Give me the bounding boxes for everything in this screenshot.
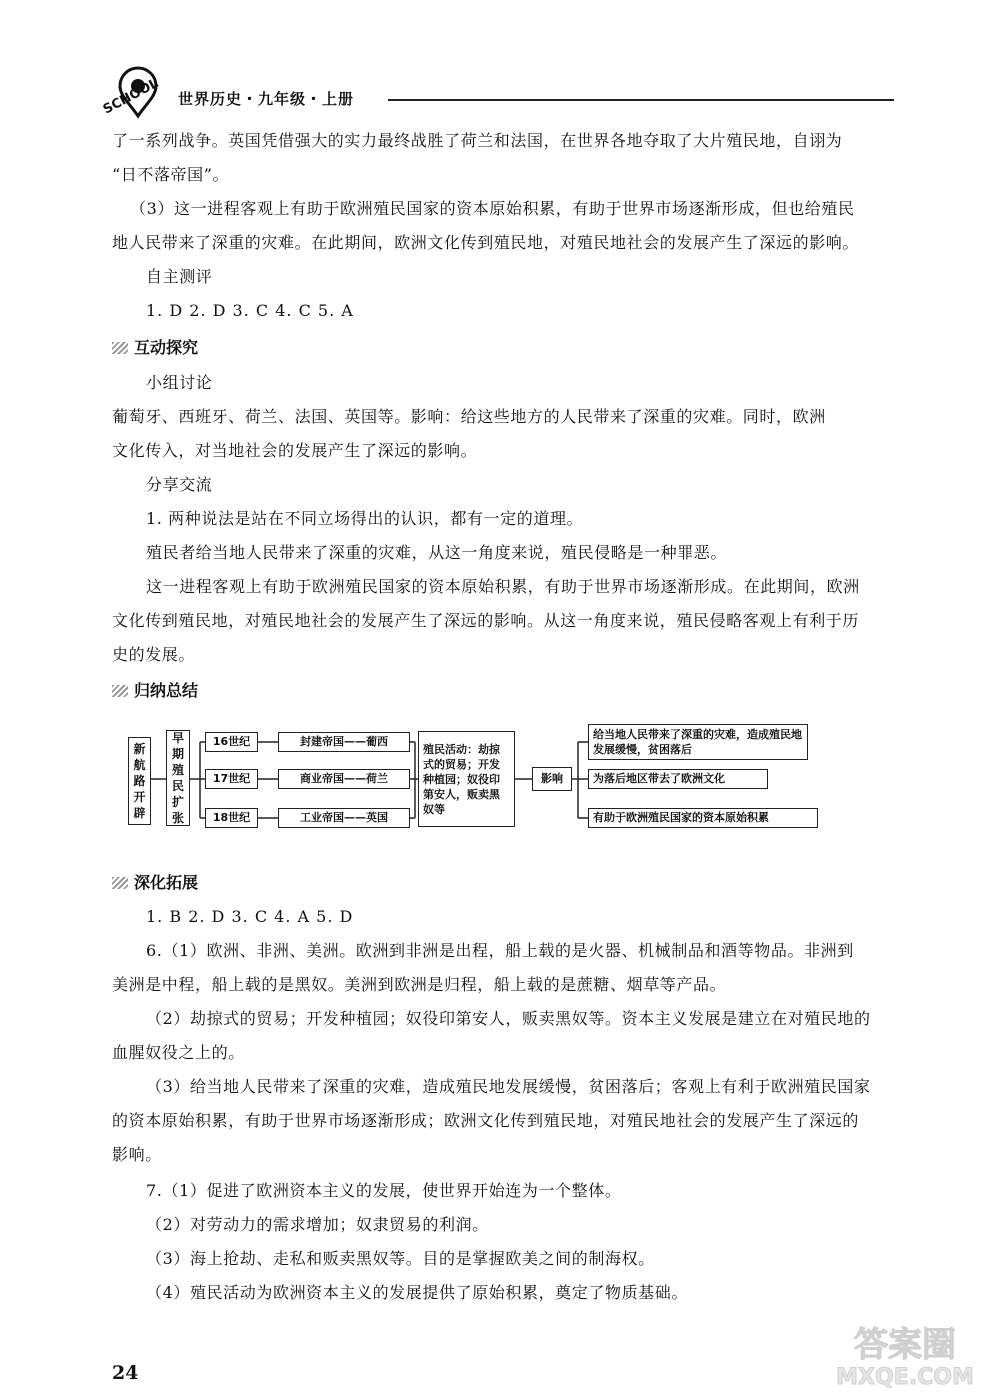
diagram-box-effect: 有助于欧洲殖民国家的资本原始积累 (588, 808, 818, 828)
section-heading-deepen: 深化拓展 (112, 872, 198, 894)
diagram-box-century: 16世纪 (205, 732, 258, 752)
paragraph-line: 文化传入，对当地社会的发展产生了深远的影响。 (112, 441, 478, 460)
watermark-text-top: 答案圈 (854, 1325, 956, 1365)
diagram-box-empire: 封建帝国——葡西 (278, 732, 410, 752)
diagram-box-effect: 给当地人民带来了深重的灾难，造成殖民地发展缓慢，贫困落后 (588, 724, 808, 760)
diagram-box-effect: 为落后地区带去了欧洲文化 (588, 769, 768, 789)
paragraph-line: 血腥奴役之上的。 (112, 1043, 245, 1062)
paragraph-line: 文化传到殖民地，对殖民地社会的发展产生了深远的影响。从这一角度来说，殖民侵略客观上有利于历 (112, 611, 860, 630)
section-heading-interactive: 互动探究 (112, 337, 198, 359)
paragraph-line: 地人民带来了深重的灾难。在此期间，欧洲文化传到殖民地，对殖民地社会的发展产生了深远的影响。 (112, 233, 860, 252)
paragraph-line: 的资本原始积累，有助于世界市场逐渐形成；欧洲文化传到殖民地，对殖民地社会的发展产生了深远的 (112, 1111, 860, 1130)
page-number: 24 (112, 1362, 139, 1384)
subheading-group: 小组讨论 (146, 373, 213, 392)
paragraph-line: 影响。 (112, 1145, 162, 1164)
paragraph-line: （3）这一进程客观上有助于欧洲殖民国家的资本原始积累，有助于世界市场逐渐形成，但也给殖民 (130, 199, 855, 218)
diagram-box-empire: 工业帝国——英国 (278, 808, 410, 828)
watermark-logo (830, 1320, 980, 1390)
diagram-box-century: 18世纪 (205, 808, 258, 828)
answer-list: 1. B 2. D 3. C 4. A 5. D (146, 907, 354, 926)
logo-text: SCHOOL (100, 76, 161, 118)
header-title: 世界历史・九年级・上册 (178, 90, 355, 108)
section-marker-icon (112, 877, 128, 889)
paragraph-line: 这一进程客观上有助于欧洲殖民国家的资本原始积累，有助于世界市场逐渐形成。在此期间，欧洲 (146, 577, 860, 596)
diagram-box-influence: 影响 (532, 767, 572, 791)
paragraph-line: 史的发展。 (112, 645, 196, 664)
paragraph-line: “日不落帝国”。 (112, 165, 230, 184)
diagram-box-start: 新航路开辟 (128, 737, 151, 825)
paragraph-line: 了一系列战争。英国凭借强大的实力最终战胜了荷兰和法国，在世界各地夺取了大片殖民地，自诩为 (112, 131, 843, 150)
paragraph-line: 美洲是中程，船上载的是黑奴。美洲到欧洲是归程，船上载的是蔗糖、烟草等产品。 (112, 975, 727, 994)
watermark-text-bottom: MXQE.COM (836, 1365, 974, 1390)
paragraph-line: 葡萄牙、西班牙、荷兰、法国、英国等。影响：给这些地方的人民带来了深重的灾难。同时，欧洲 (112, 407, 826, 426)
paragraph-line: （3）海上抢劫、走私和贩卖黑奴等。目的是掌握欧美之间的制海权。 (146, 1249, 655, 1268)
diagram-box-empire: 商业帝国——荷兰 (278, 769, 410, 789)
paragraph-line: （2）劫掠式的贸易；开发种植园；奴役印第安人，贩卖黑奴等。资本主义发展是建立在对殖民地的 (146, 1009, 871, 1028)
diagram-box-early-expansion: 早期殖民扩张 (166, 730, 190, 826)
section-heading-summary: 归纳总结 (112, 680, 198, 702)
subheading-share: 分享交流 (146, 475, 213, 494)
paragraph-line: 1. 两种说法是站在不同立场得出的认识，都有一定的道理。 (146, 509, 584, 528)
paragraph-line: （2）对劳动力的需求增加；奴隶贸易的利润。 (146, 1215, 489, 1234)
diagram-box-colonial-activities: 殖民活动：劫掠式的贸易；开发种植园；奴役印第安人，贩卖黑奴等 (418, 731, 515, 827)
paragraph-line: （4）殖民活动为欧洲资本主义的发展提供了原始积累，奠定了物质基础。 (146, 1283, 688, 1302)
subheading-self-test: 自主测评 (146, 267, 213, 286)
paragraph-line: 殖民者给当地人民带来了深重的灾难，从这一角度来说，殖民侵略是一种罪恶。 (146, 543, 728, 562)
answer-list: 1. D 2. D 3. C 4. C 5. A (146, 301, 354, 320)
diagram-box-century: 17世纪 (205, 769, 258, 789)
paragraph-line: 7.（1）促进了欧洲资本主义的发展，使世界开始连为一个整体。 (146, 1181, 622, 1200)
paragraph-line: （3）给当地人民带来了深重的灾难，造成殖民地发展缓慢，贫困落后；客观上有利于欧洲殖民国家 (146, 1077, 871, 1096)
paragraph-line: 6.（1）欧洲、非洲、美洲。欧洲到非洲是出程，船上载的是火器、机械制品和酒等物品。非洲到 (146, 941, 854, 960)
